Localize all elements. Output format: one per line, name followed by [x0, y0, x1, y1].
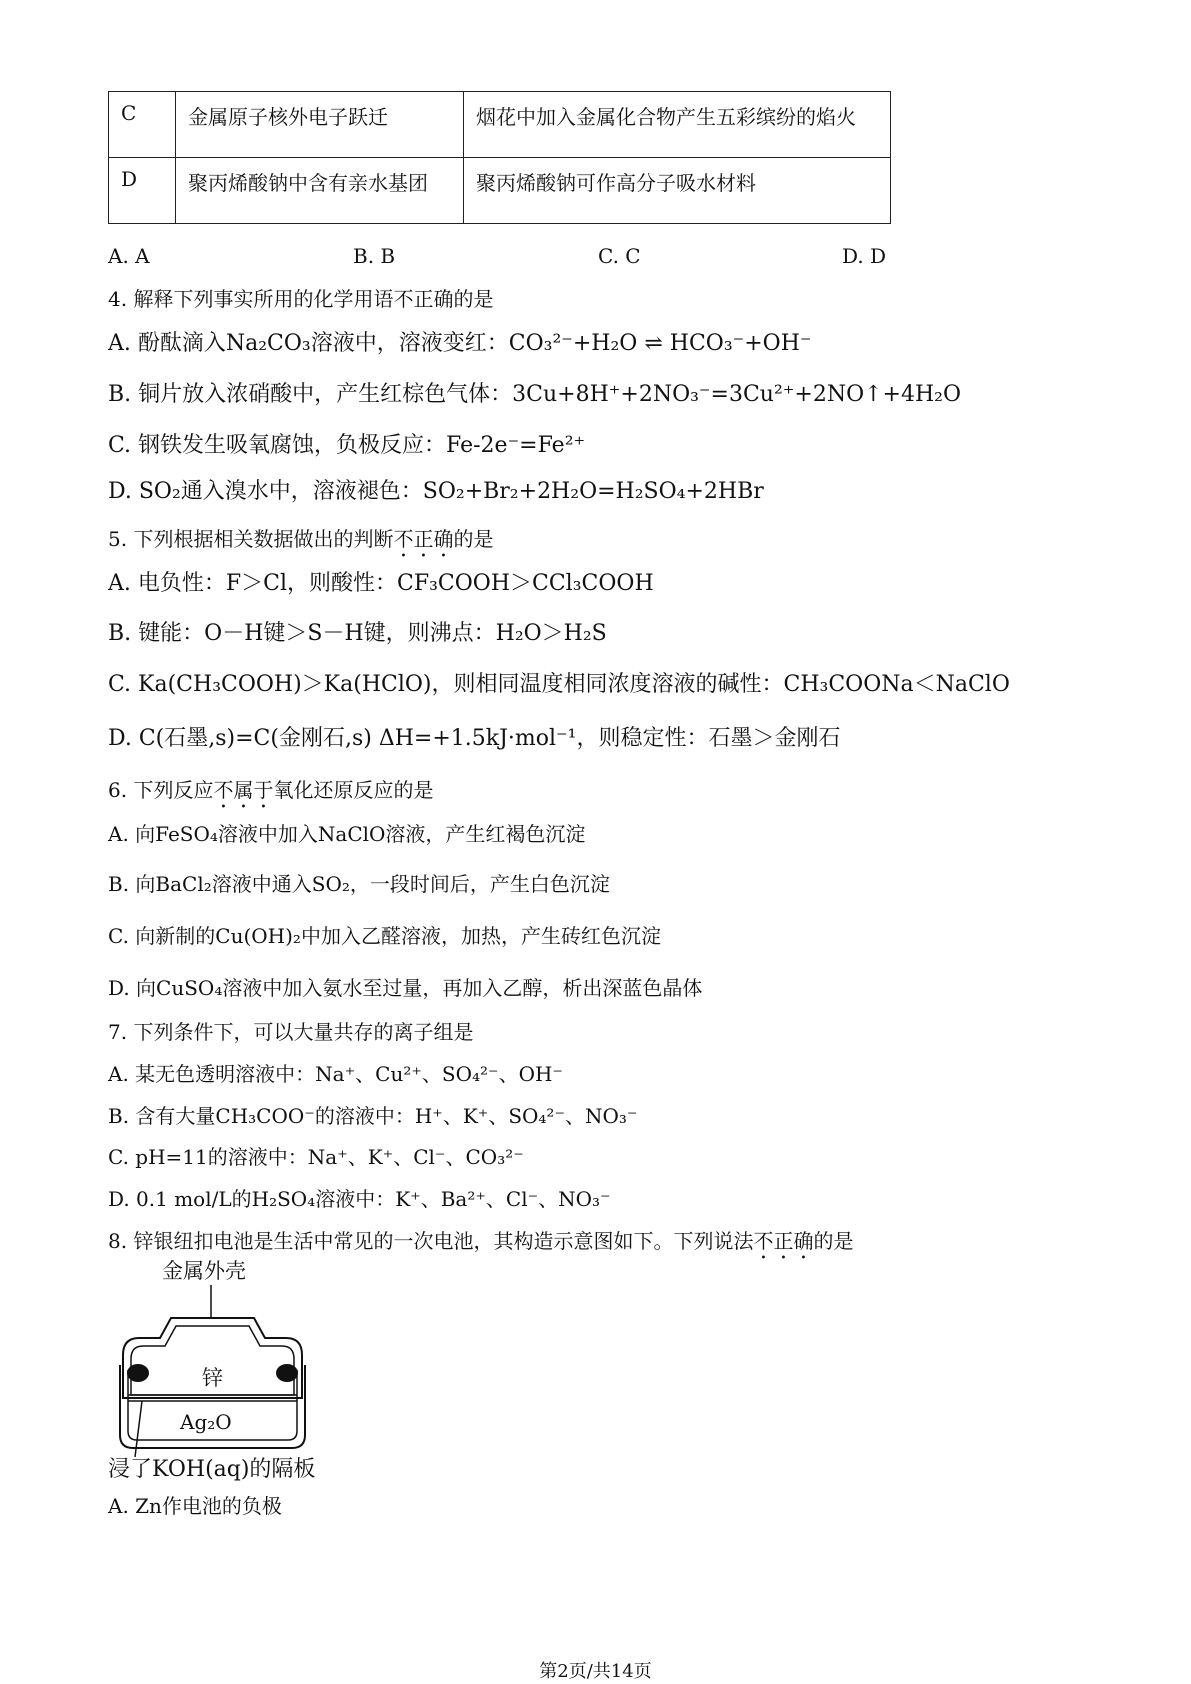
- q6-stem-post: 氧化还原反应的是: [273, 778, 434, 802]
- label-separator: 浸了KOH(aq)的隔板: [108, 1457, 316, 1482]
- q8-stem-post: 的是: [813, 1229, 854, 1253]
- label-shell: 金属外壳: [162, 1259, 246, 1283]
- table-cell: D: [109, 158, 176, 224]
- q5-stem-emphasis: 不正确: [393, 527, 454, 551]
- left-seal: [127, 1364, 149, 1382]
- q5-stem-pre: 5. 下列根据相关数据做出的判断: [108, 527, 394, 551]
- table-row: [109, 158, 891, 224]
- q7-option-d: D. 0.1 mol/L的H₂SO₄溶液中：K⁺、Ba²⁺、Cl⁻、NO₃⁻: [108, 1187, 611, 1211]
- q7-option-a: A. 某无色透明溶液中：Na⁺、Cu²⁺、SO₄²⁻、OH⁻: [108, 1062, 563, 1086]
- q4-option-d: D. SO₂通入溴水中，溶液褪色：SO₂+Br₂+2H₂O=H₂SO₄+2HBr: [108, 479, 764, 504]
- q6-stem-pre: 6. 下列反应: [108, 778, 214, 802]
- table-cell: 金属原子核外电子跃迁: [176, 92, 464, 158]
- q6-option-b: B. 向BaCl₂溶液中通入SO₂，一段时间后，产生白色沉淀: [108, 872, 610, 896]
- q5-stem-post: 的是: [453, 527, 494, 551]
- table-cell: 聚丙烯酸钠中含有亲水基团: [176, 158, 464, 224]
- q8-stem-emphasis: 不正确: [753, 1229, 814, 1253]
- q4-option-a: A. 酚酞滴入Na₂CO₃溶液中，溶液变红：CO₃²⁻+H₂O ⇌ HCO₃⁻+OH⁻: [108, 331, 812, 356]
- q6-stem-emphasis: 不属于: [213, 778, 274, 802]
- q5-option-c: C. Ka(CH₃COOH)＞Ka(HClO)，则相同温度相同浓度溶液的碱性：CH₃COONa＜NaClO: [108, 672, 1010, 697]
- table-cell: 烟花中加入金属化合物产生五彩缤纷的焰火: [464, 92, 891, 158]
- q5-stem: [108, 523, 493, 562]
- battery-diagram: [108, 1255, 348, 1475]
- q5-option-b: B. 键能：O－H键＞S－H键，则沸点：H₂O＞H₂S: [108, 621, 607, 646]
- q6-stem: [108, 774, 433, 813]
- page-footer: 第2页/共14页: [539, 1661, 652, 1682]
- q6-option-d: D. 向CuSO₄溶液中加入氨水至过量，再加入乙醇，析出深蓝色晶体: [108, 976, 703, 1000]
- q6-option-a: A. 向FeSO₄溶液中加入NaClO溶液，产生红褐色沉淀: [108, 822, 586, 846]
- q7-stem: 7. 下列条件下，可以大量共存的离子组是: [108, 1020, 474, 1044]
- table-cell: C: [109, 92, 176, 158]
- q7-option-c: C. pH=11的溶液中：Na⁺、K⁺、Cl⁻、CO₃²⁻: [108, 1145, 524, 1169]
- q6-option-c: C. 向新制的Cu(OH)₂中加入乙醛溶液，加热，产生砖红色沉淀: [108, 924, 661, 948]
- right-seal: [276, 1364, 298, 1382]
- options-table: [108, 91, 891, 224]
- answer-c: C. C: [598, 244, 641, 268]
- q7-option-b: B. 含有大量CH₃COO⁻的溶液中：H⁺、K⁺、SO₄²⁻、NO₃⁻: [108, 1104, 638, 1128]
- q5-option-d: D. C(石墨,s)=C(金刚石,s) ΔH=+1.5kJ·mol⁻¹，则稳定性：石墨＞金刚石: [108, 726, 841, 751]
- table-row: [109, 92, 891, 158]
- q5-option-a: A. 电负性：F＞Cl，则酸性：CF₃COOH＞CCl₃COOH: [108, 571, 654, 596]
- q8-option-a: A. Zn作电池的负极: [108, 1494, 282, 1518]
- q4-option-c: C. 钢铁发生吸氧腐蚀，负极反应：Fe-2e⁻=Fe²⁺: [108, 433, 586, 458]
- q4-option-b: B. 铜片放入浓硝酸中，产生红棕色气体：3Cu+8H⁺+2NO₃⁻=3Cu²⁺+2NO↑+4H₂O: [108, 382, 962, 407]
- label-zinc: 锌: [202, 1366, 223, 1390]
- answer-b: B. B: [353, 244, 396, 268]
- label-ag2o: Ag₂O: [180, 1410, 232, 1434]
- q8-stem-pre: 8. 锌银纽扣电池是生活中常见的一次电池，其构造示意图如下。下列说法: [108, 1229, 754, 1253]
- q4-stem: 4. 解释下列事实所用的化学用语不正确的是: [108, 287, 494, 311]
- answer-a: A. A: [108, 244, 150, 268]
- answer-d: D. D: [842, 244, 887, 268]
- table-cell: 聚丙烯酸钠可作高分子吸水材料: [464, 158, 891, 224]
